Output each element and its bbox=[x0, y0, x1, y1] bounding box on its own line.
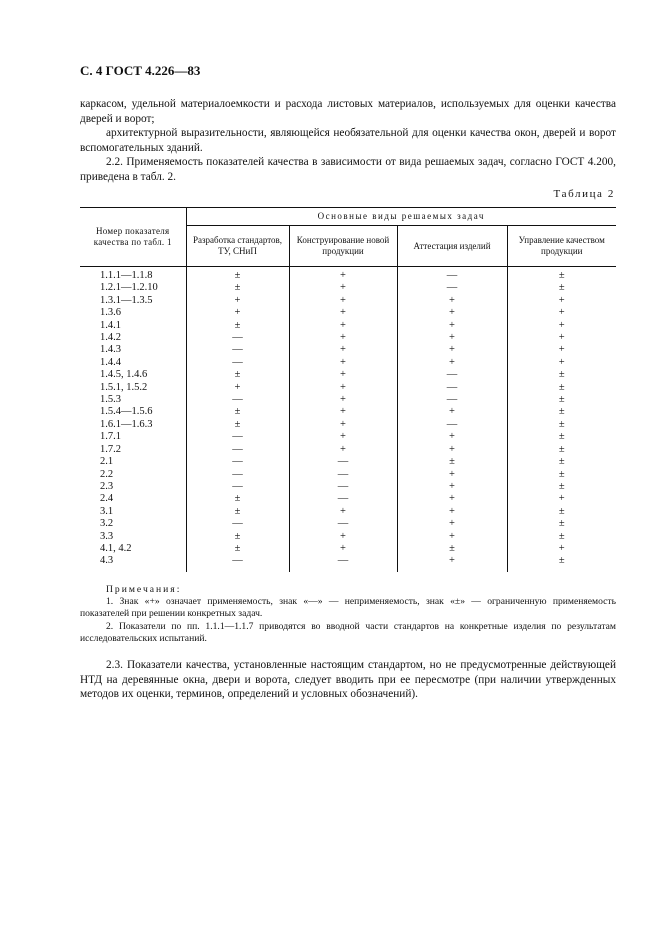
applicability-mark: + bbox=[186, 307, 289, 319]
intro-paragraph-2: архитектурной выразительности, являющейся необязательной для оценки качества окон, дверей и ворот вспомогательных зданий. bbox=[80, 127, 616, 154]
row-indicator-number: 1.4.3 bbox=[100, 344, 121, 356]
applicability-mark: — bbox=[289, 555, 397, 571]
table-row bbox=[80, 369, 616, 381]
row-indicator-number: 1.1.1—1.1.8 bbox=[100, 270, 153, 281]
applicability-mark: + bbox=[397, 307, 507, 319]
row-indicator-number: 1.3.6 bbox=[100, 307, 121, 319]
table-row bbox=[80, 456, 616, 468]
header-task-group: Основные виды решаемых задач bbox=[186, 208, 616, 226]
row-indicator-number: 1.2.1—1.2.10 bbox=[100, 282, 158, 294]
applicability-mark: — bbox=[397, 419, 507, 431]
applicability-mark: + bbox=[289, 332, 397, 344]
page-header: С. 4 ГОСТ 4.226—83 bbox=[80, 63, 201, 78]
applicability-mark: — bbox=[186, 469, 289, 481]
table-row bbox=[80, 267, 616, 283]
applicability-mark: ± bbox=[507, 506, 616, 518]
applicability-mark: + bbox=[397, 320, 507, 332]
notes-section bbox=[80, 584, 616, 645]
row-indicator-number: 4.1, 4.2 bbox=[100, 542, 132, 554]
table-row bbox=[80, 357, 616, 369]
applicability-mark: + bbox=[289, 506, 397, 518]
section-2-3 bbox=[80, 658, 616, 702]
applicability-mark: — bbox=[397, 282, 507, 294]
applicability-mark: ± bbox=[507, 369, 616, 381]
applicability-mark: — bbox=[186, 518, 289, 530]
applicability-mark: + bbox=[397, 506, 507, 518]
applicability-mark: ± bbox=[507, 406, 616, 418]
applicability-mark: + bbox=[289, 382, 397, 394]
table-label: Таблица 2 bbox=[553, 188, 615, 200]
table-row bbox=[80, 419, 616, 431]
applicability-mark: + bbox=[186, 295, 289, 307]
applicability-mark: + bbox=[397, 481, 507, 493]
applicability-mark: ± bbox=[507, 444, 616, 456]
table-row bbox=[80, 344, 616, 356]
applicability-mark: ± bbox=[507, 382, 616, 394]
applicability-mark: ± bbox=[186, 543, 289, 555]
applicability-mark: — bbox=[397, 369, 507, 381]
applicability-mark: — bbox=[289, 518, 397, 530]
applicability-mark: — bbox=[289, 456, 397, 468]
row-indicator-number: 4.3 bbox=[100, 555, 114, 567]
row-indicator-number: 2.2 bbox=[100, 468, 114, 480]
applicability-mark: + bbox=[507, 307, 616, 319]
applicability-mark: + bbox=[507, 320, 616, 332]
applicability-mark: + bbox=[289, 344, 397, 356]
table-row bbox=[80, 469, 616, 481]
table-row bbox=[80, 481, 616, 493]
applicability-mark: + bbox=[289, 369, 397, 381]
applicability-mark: — bbox=[397, 267, 507, 283]
applicability-mark: + bbox=[397, 406, 507, 418]
header-col-standards: Разработка стандартов, ТУ, СНиП bbox=[186, 226, 289, 267]
applicability-mark: ± bbox=[507, 419, 616, 431]
table-row bbox=[80, 332, 616, 344]
applicability-mark: ± bbox=[507, 481, 616, 493]
row-indicator-number: 3.2 bbox=[100, 518, 114, 530]
table-row bbox=[80, 555, 616, 571]
applicability-mark: ± bbox=[397, 456, 507, 468]
row-indicator-number: 1.4.1 bbox=[100, 319, 121, 331]
applicability-mark: — bbox=[186, 555, 289, 571]
applicability-mark: + bbox=[507, 295, 616, 307]
applicability-mark: ± bbox=[507, 456, 616, 468]
applicability-mark: — bbox=[186, 344, 289, 356]
applicability-mark: + bbox=[289, 282, 397, 294]
applicability-mark: + bbox=[289, 307, 397, 319]
table-row bbox=[80, 320, 616, 332]
applicability-mark: ± bbox=[186, 369, 289, 381]
applicability-mark: ± bbox=[186, 267, 289, 283]
table-row bbox=[80, 406, 616, 418]
row-indicator-number: 1.6.1—1.6.3 bbox=[100, 418, 153, 430]
applicability-mark: + bbox=[289, 267, 397, 283]
row-indicator-number: 2.1 bbox=[100, 456, 114, 468]
table-row bbox=[80, 382, 616, 394]
applicability-mark: ± bbox=[186, 531, 289, 543]
table-row bbox=[80, 444, 616, 456]
applicability-mark: — bbox=[186, 332, 289, 344]
row-indicator-number: 1.4.5, 1.4.6 bbox=[100, 369, 148, 381]
table-row bbox=[80, 282, 616, 294]
table-row bbox=[80, 518, 616, 530]
table-row bbox=[80, 431, 616, 443]
applicability-mark: + bbox=[289, 419, 397, 431]
note-1: 1. Знак «+» означает применяемость, знак «—» — неприменяемость, знак «±» — ограниченную применяемость показателей при решении конкретных задач. bbox=[80, 596, 616, 620]
applicability-mark: — bbox=[289, 481, 397, 493]
table-row bbox=[80, 394, 616, 406]
row-indicator-number: 1.7.2 bbox=[100, 443, 121, 455]
applicability-mark: + bbox=[507, 344, 616, 356]
applicability-mark: ± bbox=[397, 543, 507, 555]
applicability-mark: + bbox=[507, 493, 616, 505]
applicability-mark: ± bbox=[507, 555, 616, 571]
header-col-design: Конструирование новой продукции bbox=[289, 226, 397, 267]
applicability-mark: + bbox=[397, 332, 507, 344]
applicability-mark: + bbox=[289, 295, 397, 307]
applicability-mark: + bbox=[507, 357, 616, 369]
row-indicator-number: 1.5.1, 1.5.2 bbox=[100, 381, 148, 393]
applicability-mark: — bbox=[186, 431, 289, 443]
applicability-mark: ± bbox=[507, 267, 616, 283]
applicability-mark: — bbox=[289, 493, 397, 505]
applicability-mark: ± bbox=[507, 469, 616, 481]
applicability-mark: + bbox=[289, 531, 397, 543]
applicability-mark: — bbox=[186, 357, 289, 369]
applicability-mark: ± bbox=[186, 406, 289, 418]
applicability-mark: + bbox=[397, 469, 507, 481]
applicability-mark: ± bbox=[507, 282, 616, 294]
applicability-mark: + bbox=[397, 518, 507, 530]
applicability-mark: + bbox=[397, 344, 507, 356]
applicability-mark: ± bbox=[507, 518, 616, 530]
table-row bbox=[80, 531, 616, 543]
applicability-mark: ± bbox=[186, 320, 289, 332]
section-2-3-paragraph: 2.3. Показатели качества, установленные настоящим стандартом, но не предусмотренные действующей НТД на деревянные окна, двери и ворота, следует вводить при ее пересмотре (при наличии утвержденных методов их оценки, терминов, определений и условных обозначений). bbox=[80, 659, 616, 700]
intro-text bbox=[80, 97, 616, 184]
applicability-mark: + bbox=[289, 444, 397, 456]
intro-paragraph-3: 2.2. Применяемость показателей качества в зависимости от вида решаемых задач, согласно ГОСТ 4.200, приведена в табл. 2. bbox=[80, 156, 616, 183]
applicability-mark: + bbox=[289, 394, 397, 406]
table-row bbox=[80, 506, 616, 518]
table-row bbox=[80, 295, 616, 307]
applicability-mark: + bbox=[186, 382, 289, 394]
applicability-mark: + bbox=[289, 543, 397, 555]
applicability-mark: + bbox=[507, 543, 616, 555]
applicability-mark: ± bbox=[186, 282, 289, 294]
applicability-mark: — bbox=[289, 469, 397, 481]
applicability-mark: ± bbox=[507, 394, 616, 406]
table-row bbox=[80, 493, 616, 505]
table-row bbox=[80, 307, 616, 319]
row-indicator-number: 1.5.4—1.5.6 bbox=[100, 406, 153, 418]
applicability-table bbox=[80, 207, 616, 572]
applicability-mark: — bbox=[186, 456, 289, 468]
intro-paragraph-1: каркасом, удельной материалоемкости и расхода листовых материалов, используемых для оценки качества дверей и ворот; bbox=[80, 98, 616, 125]
table-row bbox=[80, 543, 616, 555]
applicability-mark: + bbox=[507, 332, 616, 344]
header-col-certification: Аттестация изделий bbox=[397, 226, 507, 267]
notes-title: Примечания: bbox=[106, 584, 182, 595]
applicability-mark: ± bbox=[186, 493, 289, 505]
row-indicator-number: 2.4 bbox=[100, 493, 114, 505]
applicability-mark: — bbox=[397, 394, 507, 406]
row-indicator-number: 3.1 bbox=[100, 505, 114, 517]
applicability-mark: + bbox=[397, 555, 507, 571]
applicability-mark: ± bbox=[507, 431, 616, 443]
row-indicator-number: 1.7.1 bbox=[100, 431, 121, 443]
applicability-mark: + bbox=[397, 493, 507, 505]
applicability-mark: ± bbox=[507, 531, 616, 543]
applicability-mark: — bbox=[186, 394, 289, 406]
applicability-mark: + bbox=[397, 357, 507, 369]
applicability-mark: ± bbox=[186, 506, 289, 518]
applicability-mark: + bbox=[289, 431, 397, 443]
header-col-quality-management: Управление качеством продукции bbox=[507, 226, 616, 267]
applicability-mark: ± bbox=[186, 419, 289, 431]
row-indicator-number: 1.4.4 bbox=[100, 356, 121, 368]
applicability-mark: + bbox=[289, 357, 397, 369]
applicability-mark: + bbox=[397, 444, 507, 456]
applicability-mark: + bbox=[397, 295, 507, 307]
applicability-mark: + bbox=[289, 406, 397, 418]
note-2: 2. Показатели по пп. 1.1.1—1.1.7 приводятся во вводной части стандартов на конкретные изделия по результатам исследовательских испытаний. bbox=[80, 620, 616, 644]
row-indicator-number: 2.3 bbox=[100, 480, 114, 492]
applicability-mark: — bbox=[186, 481, 289, 493]
applicability-mark: + bbox=[289, 320, 397, 332]
row-indicator-number: 3.3 bbox=[100, 530, 114, 542]
row-indicator-number: 1.4.2 bbox=[100, 332, 121, 344]
row-indicator-number: 1.3.1—1.3.5 bbox=[100, 294, 153, 306]
row-indicator-number: 1.5.3 bbox=[100, 394, 121, 406]
applicability-mark: — bbox=[397, 382, 507, 394]
applicability-mark: — bbox=[186, 444, 289, 456]
table-body bbox=[80, 267, 616, 572]
header-indicator-number: Номер показателя качества по табл. 1 bbox=[80, 208, 186, 267]
applicability-mark: + bbox=[397, 431, 507, 443]
applicability-mark: + bbox=[397, 531, 507, 543]
